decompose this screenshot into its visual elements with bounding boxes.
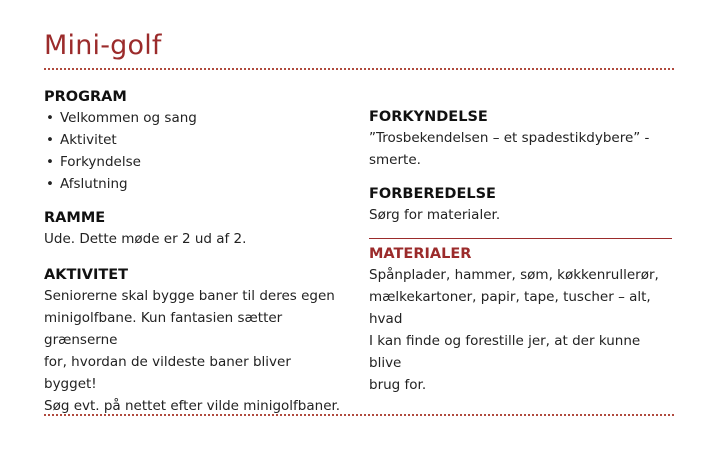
materialer-line: I kan finde og forestille jer, at der kunne blive bbox=[369, 333, 641, 371]
top-dotted-divider bbox=[44, 68, 674, 70]
program-list bbox=[44, 107, 344, 195]
program-item-label: Aktivitet bbox=[60, 132, 117, 148]
aktivitet-line: for, hvordan de vildeste baner bliver bygget! bbox=[44, 354, 291, 392]
forberedelse-section bbox=[369, 185, 674, 226]
list-item bbox=[44, 129, 344, 151]
ramme-text: Ude. Dette møde er 2 ud af 2. bbox=[44, 231, 247, 247]
materialer-heading: MATERIALER bbox=[369, 246, 472, 262]
ramme-section bbox=[44, 209, 344, 250]
program-heading: PROGRAM bbox=[44, 89, 127, 105]
forberedelse-text: Sørg for materialer. bbox=[369, 207, 501, 223]
page-title: Mini-golf bbox=[44, 30, 162, 61]
left-column bbox=[44, 88, 344, 417]
list-item bbox=[44, 151, 344, 173]
program-item-label: Afslutning bbox=[60, 176, 128, 192]
aktivitet-line: Seniorerne skal bygge baner til deres egen bbox=[44, 288, 335, 304]
materialer-line: mælkekartoner, papir, tape, tuscher – alt, hvad bbox=[369, 289, 651, 327]
forkyndelse-section bbox=[369, 108, 674, 171]
program-section bbox=[44, 88, 344, 195]
bullet-icon: • bbox=[46, 154, 54, 170]
list-item bbox=[44, 107, 344, 129]
aktivitet-heading: AKTIVITET bbox=[44, 267, 129, 283]
right-column bbox=[369, 108, 674, 396]
forkyndelse-line: smerte. bbox=[369, 152, 421, 168]
ramme-heading: RAMME bbox=[44, 210, 106, 226]
program-item-label: Velkommen og sang bbox=[60, 110, 197, 126]
list-item bbox=[44, 173, 344, 195]
materialer-divider bbox=[369, 238, 672, 239]
aktivitet-section bbox=[44, 266, 344, 417]
aktivitet-line: minigolfbane. Kun fantasien sætter grænserne bbox=[44, 310, 283, 348]
bullet-icon: • bbox=[46, 110, 54, 126]
aktivitet-line: Søg evt. på nettet efter vilde minigolfbaner. bbox=[44, 398, 341, 414]
forkyndelse-heading: FORKYNDELSE bbox=[369, 109, 488, 125]
materialer-section bbox=[369, 245, 674, 396]
bullet-icon: • bbox=[46, 132, 54, 148]
forkyndelse-line: ”Trosbekendelsen – et spadestikdybere” - bbox=[369, 130, 650, 146]
materialer-line: brug for. bbox=[369, 377, 427, 393]
program-item-label: Forkyndelse bbox=[60, 154, 141, 170]
forberedelse-heading: FORBEREDELSE bbox=[369, 186, 496, 202]
materialer-line: Spånplader, hammer, søm, køkkenrullerør, bbox=[369, 267, 659, 283]
bottom-dotted-divider bbox=[44, 414, 674, 416]
bullet-icon: • bbox=[46, 176, 54, 192]
